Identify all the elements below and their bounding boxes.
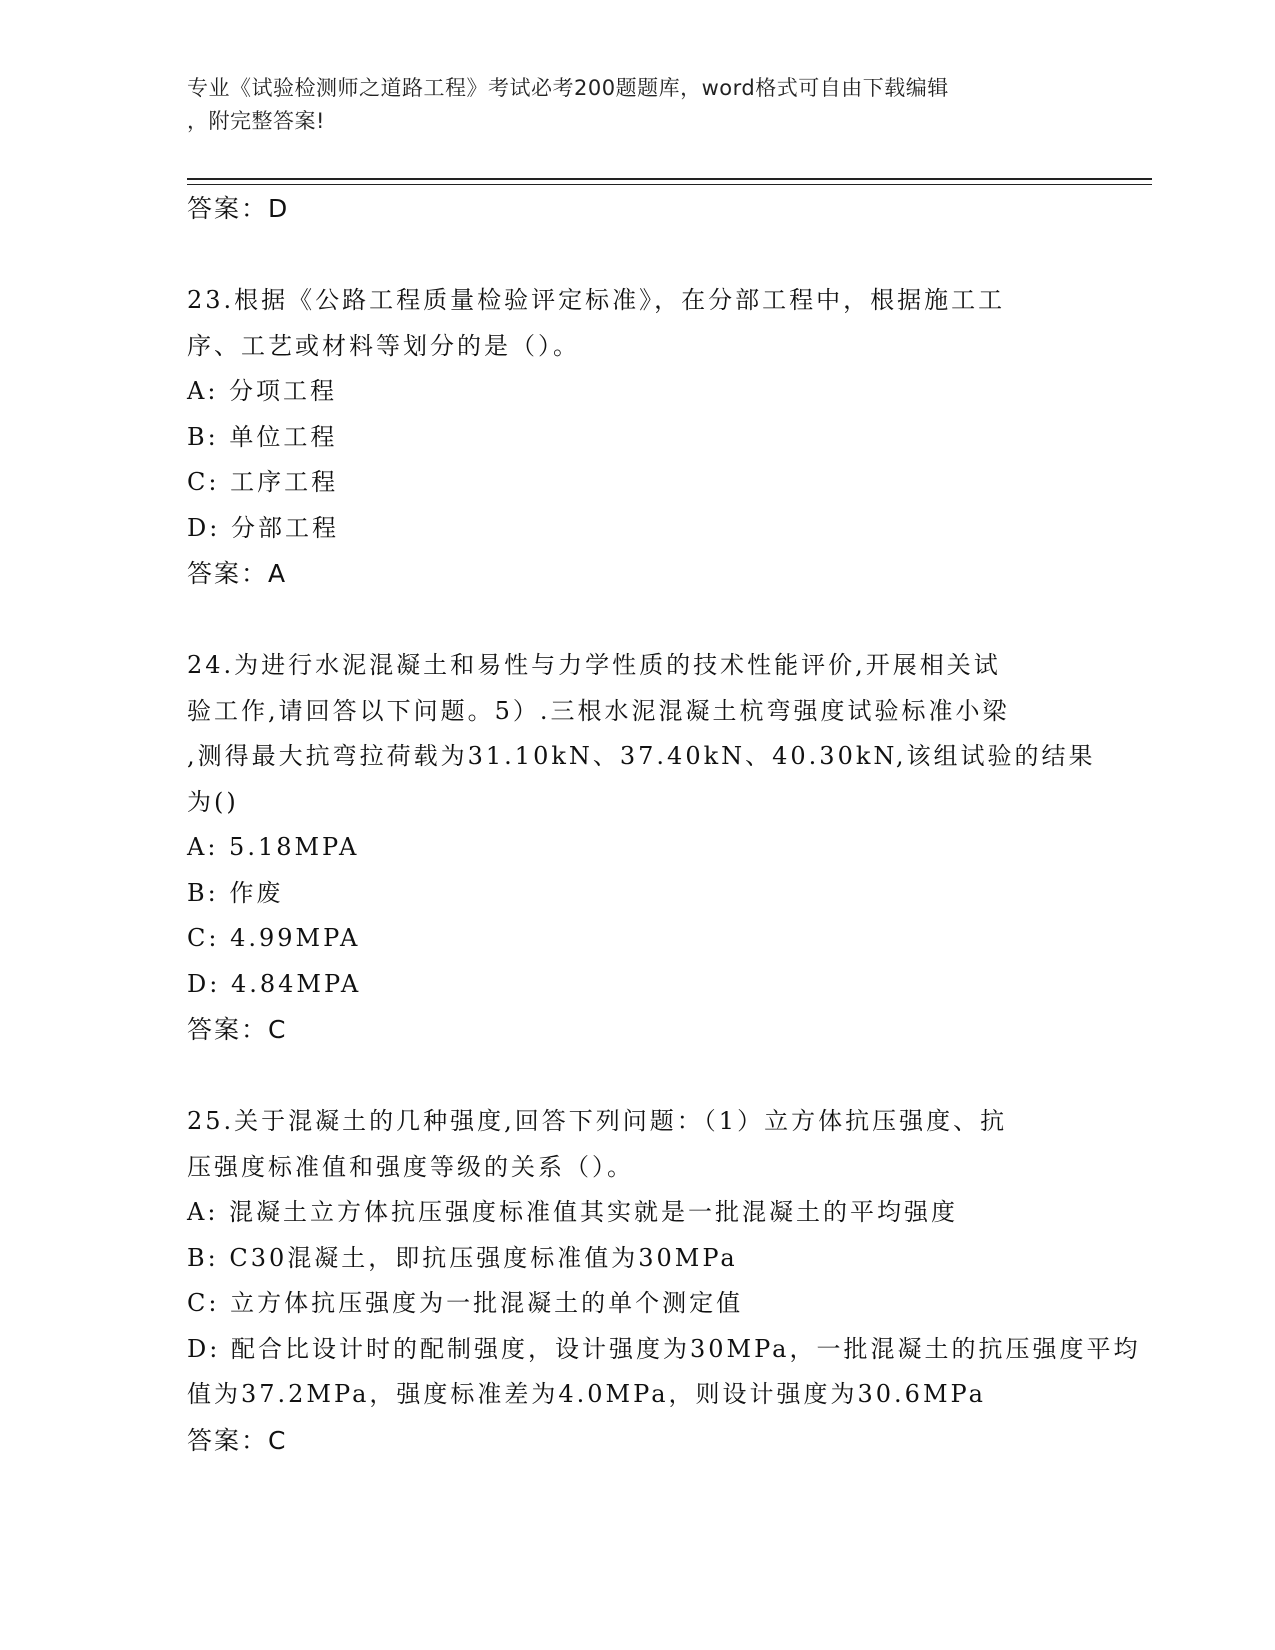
option-c: C: 4.99MPA [187,924,361,952]
answer-line: 答案：C [187,1425,288,1455]
header-rule-thick [187,178,1152,180]
question-24 [187,643,1152,1052]
header-line-2: ，附完整答案! [187,109,325,133]
document-header [187,72,1087,138]
option-b: B: C30混凝土，即抗压强度标准值为30MPa [187,1243,738,1272]
header-rule-thin [187,184,1152,185]
option-b: B: 作废 [187,878,284,907]
question-stem [187,643,1152,825]
question-25 [187,1099,1152,1463]
stem-line: 25.关于混凝土的几种强度,回答下列问题：（1）立方体抗压强度、抗 [187,1107,1008,1135]
header-line-1: 专业《试验检测师之道路工程》考试必考200题题库，word格式可自由下载编辑 [187,76,949,100]
stem-line: 压强度标准值和强度等级的关系（）。 [187,1152,634,1181]
option-d: D: 配合比设计时的配制强度，设计强度为30MPa，一批混凝土的抗压强度平均值为37.2MPa，强度标准差为4.0MPa，则设计强度为30.6MPa [187,1334,1141,1408]
option-a: A: 分项工程 [187,377,338,405]
stem-line: ,测得最大抗弯拉荷载为31.10kN、37.40kN、40.30kN,该组试验的结果 [187,742,1096,770]
question-stem [187,278,1152,369]
stem-line: 23.根据《公路工程质量检验评定标准》，在分部工程中，根据施工工 [187,286,1006,314]
option-d: D: 分部工程 [187,513,339,542]
option-c: C: 工序工程 [187,468,339,496]
answer-line: 答案：C [187,1015,288,1044]
option-b: B: 单位工程 [187,422,338,451]
option-a: A: 混凝土立方体抗压强度标准值其实就是一批混凝土的平均强度 [187,1198,959,1226]
option-c: C: 立方体抗压强度为一批混凝土的单个测定值 [187,1289,744,1317]
answer-line: 答案：A [187,559,288,588]
question-list [187,186,1152,1463]
option-d: D: 4.84MPA [187,969,362,998]
stem-line: 验工作,请回答以下问题。5）.三根水泥混凝土杭弯强度试验标准小梁 [187,696,1010,725]
option-a: A: 5.18MPA [187,833,360,861]
stem-line: 为() [187,787,239,816]
question-stem [187,1099,1152,1190]
answer-line: 答案：D [187,194,290,223]
stem-line: 序、工艺或材料等划分的是（）。 [187,331,580,360]
stem-line: 24.为进行水泥混凝土和易性与力学性质的技术性能评价,开展相关试 [187,651,1001,679]
question-23 [187,278,1152,596]
